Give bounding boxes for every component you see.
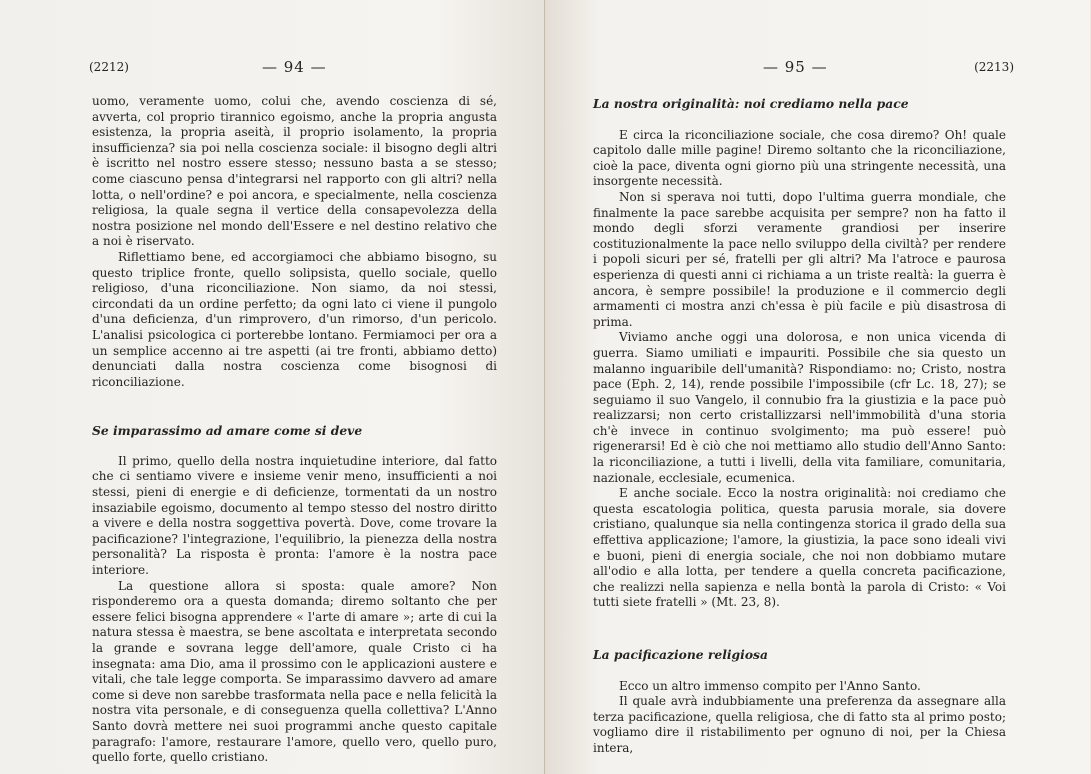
right-page: [545, 0, 1090, 774]
left-page: [0, 0, 545, 774]
paragraph: Il primo, quello della nostra inquietudine interiore, dal fatto che ci sentiamo vivere e insieme venir meno, insufficienti a noi stessi, pieni di energie e di deficienze, tormentati da un nostro insaziabile egoismo, documento al tempo stesso del nostro diritto a vivere e della nostra soggettiva povertà. Dove, come trovare la pacificazione? l'integrazione, l'equilibrio, la pienezza della nostra personalità? La risposta è pronta: l'amore è la nostra pace interiore.: [92, 453, 497, 578]
left-page-body: [92, 94, 497, 766]
left-page-header: [89, 58, 497, 80]
paragraph: La questione allora si sposta: quale amore? Non risponderemo ora a questa domanda; diremo soltanto che per essere felici bisogna apprendere « l'arte di amare »; arte di cui la natura stessa è maestra, se bene ascoltata e interpretata secondo la grande e sovrana legge dell'amore, quale Cristo ci ha insegnata: ama Dio, ama il prossimo con le applicazioni austere e vitali, che tale legge comporta. Se imparassimo davvero ad amare come si deve non sarebbe trasformata nella pace e nella felicità la nostra vita personale, e di conseguenza quella collettiva? L'Anno Santo dovrà mettere nei suoi programmi anche questo capitale paragrafo: l'amore, restaurare l'amore, quello vero, quello puro, quello forte, quello cristiano.: [92, 578, 497, 765]
right-page-ref: (2213): [974, 60, 1014, 74]
section-title: Se imparassimo ad amare come si deve: [92, 423, 363, 439]
paragraph: Riflettiamo bene, ed accorgiamoci che abbiamo bisogno, su questo triplice fronte, quello solipsista, quello sociale, quello religioso, d'una riconciliazione. Non siamo, da noi stessi, circondati da un ordine perfetto; da ogni lato ci viene il pungolo d'una deficienza, d'un rimprovero, d'un rimorso, d'un pericolo. L'analisi psicologica ci porterebbe lontano. Fermiamoci per ora a un semplice accenno ai tre aspetti (ai tre fronti, abbiamo detto) denunciati dalla nostra coscienza come bisognosi di riconciliazione.: [92, 249, 497, 389]
section-title: La nostra originalità: noi crediamo nella pace: [593, 96, 909, 111]
section-title: La pacificazione religiosa: [593, 647, 768, 662]
right-page-body: [593, 96, 1006, 757]
left-page-number: — 94 —: [262, 58, 327, 76]
right-page-header: [593, 58, 1014, 80]
paragraph: Ecco un altro immenso compito per l'Anno Santo.: [619, 678, 921, 693]
right-page-number: — 95 —: [763, 58, 828, 76]
paragraph: uomo, veramente uomo, colui che, avendo coscienza di sé, avverta, col proprio tirannico egoismo, anche la propria angusta esistenza, la propria aseità, il proprio isolamento, la propria insufficienza? sia poi nella coscienza sociale: il bisogno degli altri è iscritto nel nostro essere stesso; nessuno basta a se stesso; come ciascuno pensa d'integrarsi nel rapporto con gli altri? nella lotta, o nell'ordine? e poi ancora, e specialmente, nella coscienza religiosa, la quale segna il vertice della consapevolezza della nostra posizione nel mondo dell'Essere e nel destino relativo che a noi è riservato.: [92, 94, 497, 249]
paragraph: Il quale avrà indubbiamente una preferenza da assegnare alla terza pacificazione, quella religiosa, che di fatto sta al primo posto; vogliamo dire il ristabilimento per ognuno di noi, per la Chiesa intera,: [593, 694, 1006, 755]
left-page-ref: (2212): [89, 60, 129, 74]
paragraph: Viviamo anche oggi una dolorosa, e non unica vicenda di guerra. Siamo umiliati e impauriti. Possibile che sia questo un malanno inguaribile dell'umanità? Rispondiamo: no; Cristo, nostra pace (Eph. 2, 14), rende possibile l'impossibile (cfr Lc. 18, 27); se seguiamo il suo Vangelo, il connubio fra la giustizia e la pace può realizzarsi; non certo cristallizzarsi nell'immobilità d'una storia ch'è invece in continuo svolgimento; ma può essere! può rigenerarsi! Ed è ciò che noi mettiamo allo studio dell'Anno Santo: la riconciliazione, a tutti i livelli, della vita familiare, comunitaria, nazionale, ecclesiale, ecumenica.: [593, 330, 1006, 485]
paragraph: E anche sociale. Ecco la nostra originalità: noi crediamo che questa escatologia politica, questa parusia morale, sia dovere cristiano, qualunque sia nella contingenza storica il grado della sua effettiva applicazione; l'amore, la giustizia, la pace sono ideali vivi e buoni, pieni di energia sociale, che noi non dobbiamo mutare all'odio e alla lotta, per tendere a quella concreta pacificazione, che realizzi nella sapienza e nella bontà la parola di Cristo: « Voi tutti siete fratelli » (Mt. 23, 8).: [593, 486, 1006, 610]
paragraph: Non si sperava noi tutti, dopo l'ultima guerra mondiale, che finalmente la pace sarebbe acquisita per sempre? non ha fatto il mondo degli sforzi veramente grandiosi per inserire costituzionalmente la pace nello sviluppo della civiltà? per rendere i popoli sicuri per sé, fratelli per gli altri? Ma l'atroce e paurosa esperienza di questi anni ci richiama a un triste realtà: la guerra è ancora, è sempre possibile! la produzione e il commercio degli armamenti ci mostra anzi ch'essa è più facile e più disastrosa di prima.: [593, 189, 1006, 329]
paragraph: E circa la riconciliazione sociale, che cosa diremo? Oh! quale capitolo dalle mille pagine! Diremo soltanto che la riconciliazione, cioè la pace, diventa ogni giorno più una stringente necessità, una insorgente necessità.: [593, 127, 1006, 189]
